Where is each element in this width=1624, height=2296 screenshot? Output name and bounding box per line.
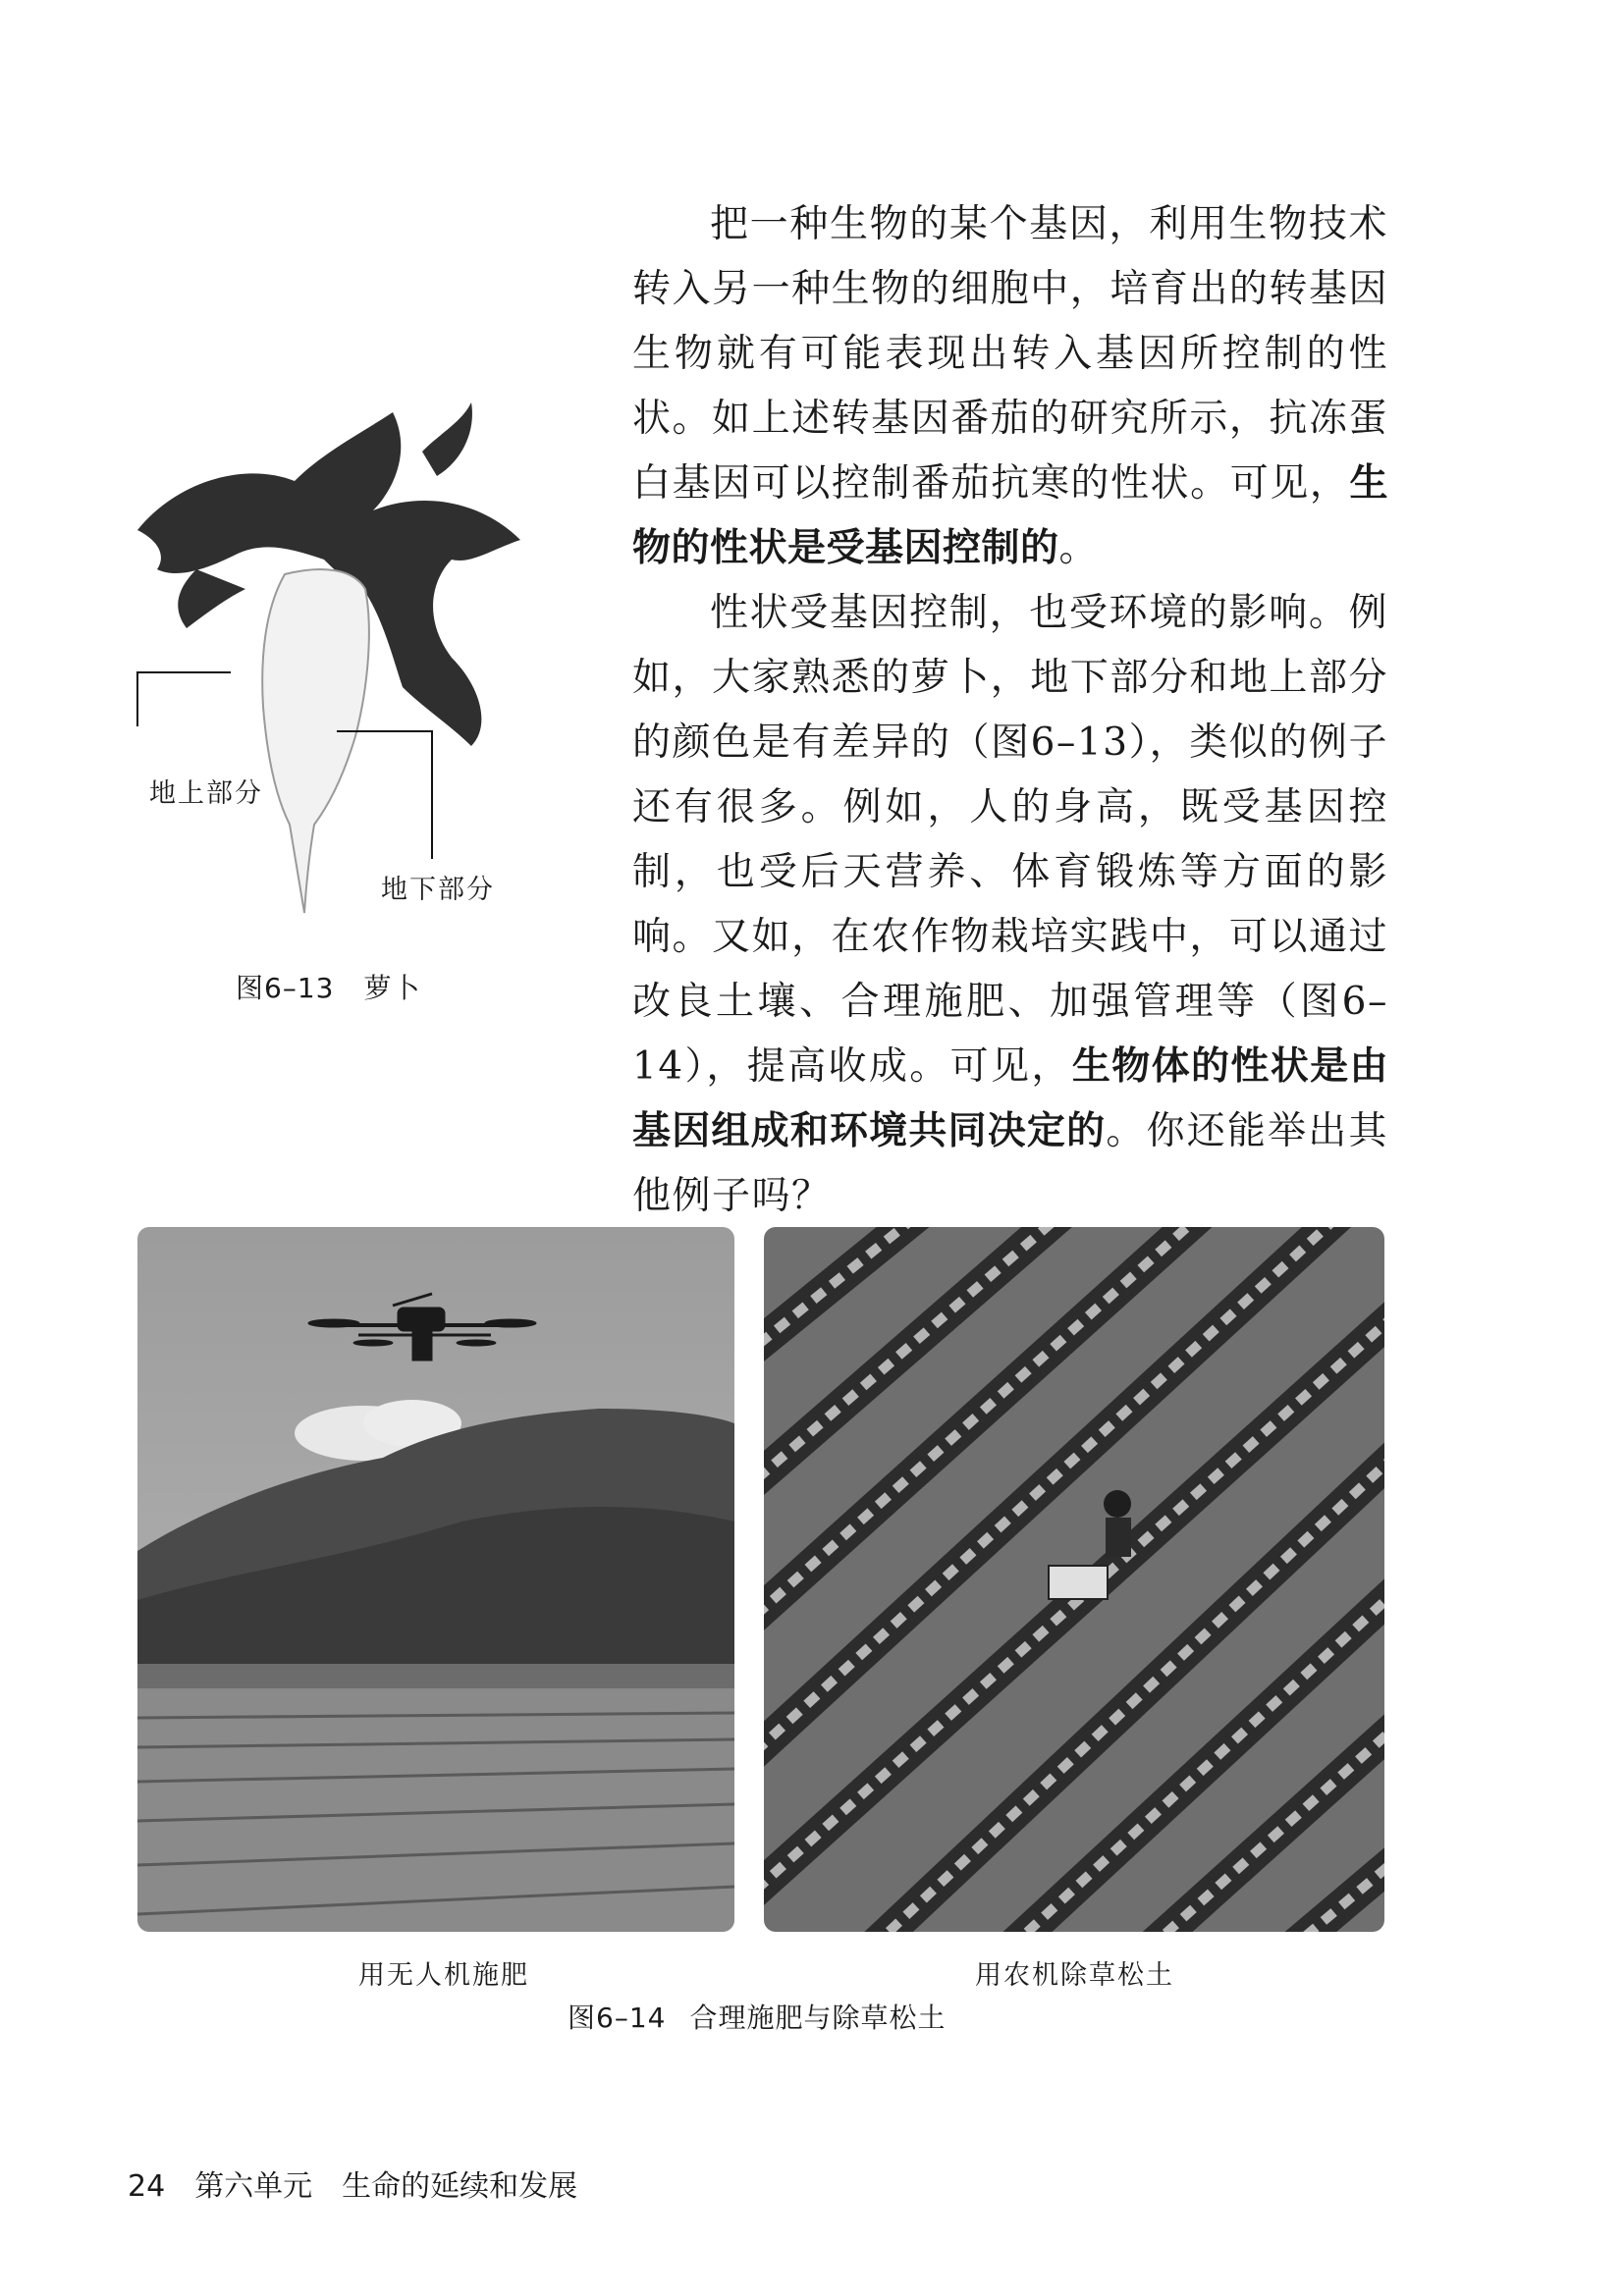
caption-number: 图6–14	[568, 2002, 667, 2034]
photo-drone-fertilizing	[137, 1227, 734, 1932]
caption-number: 图6–13	[236, 972, 335, 1004]
paragraph-1-text: 把一种生物的某个基因，利用生物技术转入另一种生物的细胞中，培育出的转基因生物就有可能表现出转入基因所控制的性状。如上述转基因番茄的研究所示，抗冻蛋白基因可以控制番茄抗寒的性状。可见，	[632, 202, 1388, 506]
paragraph-2-emphasis: 生物体的性状是由基因组成和环境共同决定的	[632, 1044, 1388, 1153]
page-footer	[128, 2162, 577, 2205]
radish-illustration	[98, 393, 589, 923]
paragraph-1	[632, 192, 1388, 581]
unit-title: 第六单元 生命的延续和发展	[194, 2169, 578, 2204]
drone-scene	[137, 1227, 734, 1932]
page-number: 24	[128, 2169, 166, 2204]
left-photo-caption: 用无人机施肥	[358, 1960, 529, 1991]
photo-weeding-machine	[764, 1227, 1384, 1932]
paragraph-1-emphasis: 生物的性状是受基因控制的	[632, 461, 1388, 570]
figure-radish	[98, 393, 589, 923]
paragraph-2-end: 。你还能举出其他例子吗？	[632, 1109, 1388, 1218]
caption-text: 合理施肥与除草松土	[689, 2002, 947, 2034]
body-text	[632, 192, 1388, 1229]
paragraph-2	[632, 581, 1388, 1229]
figure-6-13-caption	[236, 967, 420, 1006]
label-above-ground: 地上部分	[149, 778, 263, 809]
figure-6-14-caption	[568, 1997, 946, 2036]
label-below-ground: 地下部分	[381, 875, 495, 905]
paragraph-2-text: 性状受基因控制，也受环境的影响。例如，大家熟悉的萝卜，地下部分和地上部分的颜色是有差异的（图6–13），类似的例子还有很多。例如，人的身高，既受基因控制，也受后天营养、体育锻炼等方面的影响。又如，在农作物栽培实践中，可以通过改良土壤、合理施肥、加强管理等（图6–14），提高收成。可见，	[632, 591, 1388, 1089]
right-photo-caption: 用农机除草松土	[975, 1960, 1174, 1991]
caption-text: 萝卜	[363, 972, 421, 1004]
cabbage-field-scene	[764, 1227, 1384, 1932]
paragraph-1-end: 。	[1058, 526, 1100, 570]
